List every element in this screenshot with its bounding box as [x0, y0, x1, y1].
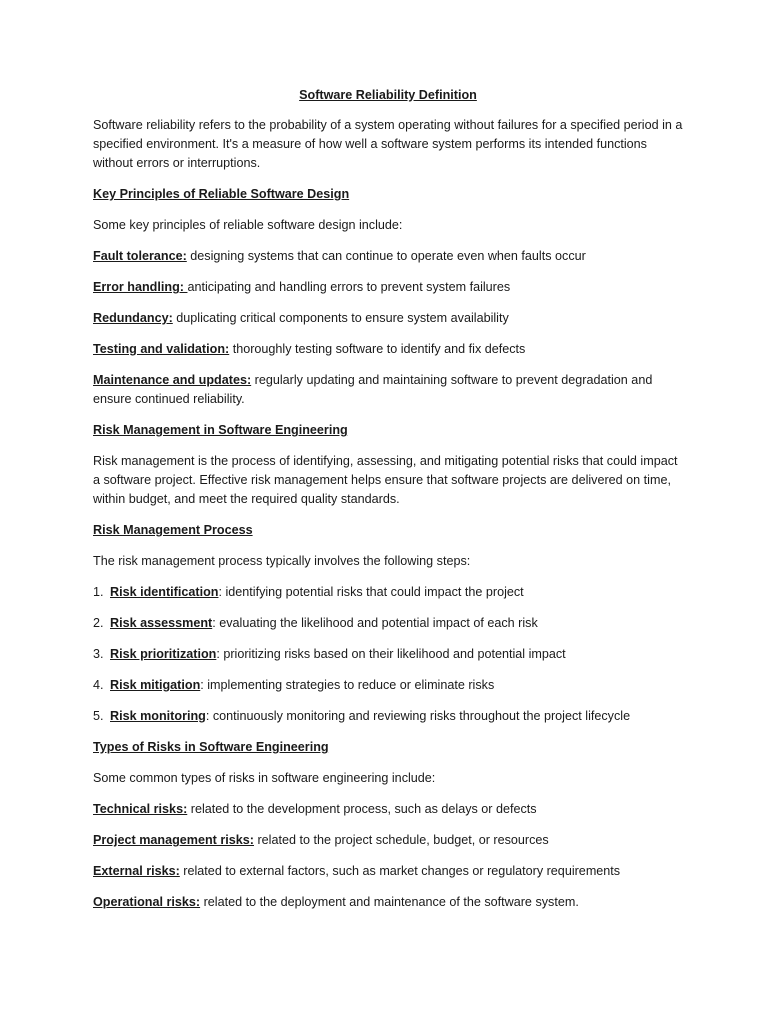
principle-desc: regularly updating and maintaining software to prevent degradation and ensure continued reliability. [93, 373, 653, 406]
step-term: Risk mitigation [110, 678, 201, 692]
principle-desc: anticipating and handling errors to prevent system failures [187, 280, 511, 294]
risk-type-item [93, 893, 683, 912]
principle-item [93, 340, 683, 359]
process-steps-list [93, 583, 683, 726]
principle-desc: designing systems that can continue to operate even when faults occur [186, 249, 586, 263]
principle-desc: duplicating critical components to ensure system availability [172, 311, 509, 325]
list-item [93, 614, 683, 633]
step-desc: : continuously monitoring and reviewing risks throughout the project lifecycle [205, 709, 631, 723]
risk-type-term: Project management risks: [93, 833, 254, 847]
risk-type-term: Operational risks: [93, 895, 201, 909]
principle-item [93, 247, 683, 266]
step-number: 3. [93, 647, 104, 661]
risk-type-desc: related to the project schedule, budget, or resources [253, 833, 549, 847]
principle-item [93, 309, 683, 328]
principle-item [93, 278, 683, 297]
step-number: 4. [93, 678, 104, 692]
step-term: Risk identification [110, 585, 219, 599]
document-page [93, 86, 683, 924]
step-desc: : prioritizing risks based on their likelihood and potential impact [216, 647, 566, 661]
principle-term: Fault tolerance: [93, 249, 187, 263]
document-title: Software Reliability Definition [299, 88, 477, 102]
list-item [93, 645, 683, 664]
principle-term: Maintenance and updates: [93, 373, 252, 387]
step-desc: : implementing strategies to reduce or eliminate risks [200, 678, 495, 692]
intro-paragraph: Software reliability refers to the probability of a system operating without failures for a specified period in a specified environment. It's a measure of how well a software system performs its intended functions without errors or interruptions. [93, 118, 683, 170]
principle-term: Testing and validation: [93, 342, 230, 356]
principle-term: Redundancy: [93, 311, 173, 325]
risk-type-desc: related to the deployment and maintenance of the software system. [200, 895, 579, 909]
step-desc: : identifying potential risks that could impact the project [218, 585, 524, 599]
risk-type-item [93, 831, 683, 850]
step-term: Risk prioritization [110, 647, 217, 661]
types-lead: Some common types of risks in software engineering include: [93, 771, 436, 785]
risk-type-term: Technical risks: [93, 802, 188, 816]
risk-type-desc: related to the development process, such as delays or defects [187, 802, 537, 816]
risk-management-paragraph: Risk management is the process of identifying, assessing, and mitigating potential risks that could impact a software project. Effective risk management helps ensure that software projects are delivered on time, within budget, and meet the required quality standards. [93, 454, 678, 506]
risk-type-desc: related to external factors, such as market changes or regulatory requirements [179, 864, 621, 878]
risk-type-item [93, 862, 683, 881]
step-number: 2. [93, 616, 104, 630]
section-heading-process: Risk Management Process [93, 523, 253, 537]
list-item [93, 707, 683, 726]
risk-type-term: External risks: [93, 864, 180, 878]
principle-item [93, 371, 683, 409]
list-item [93, 676, 683, 695]
principles-lead: Some key principles of reliable software design include: [93, 218, 403, 232]
step-number: 1. [93, 585, 104, 599]
principle-desc: thoroughly testing software to identify and fix defects [229, 342, 526, 356]
step-term: Risk monitoring [110, 709, 206, 723]
step-number: 5. [93, 709, 104, 723]
principle-term: Error handling: [93, 280, 188, 294]
step-term: Risk assessment [110, 616, 213, 630]
section-heading-principles: Key Principles of Reliable Software Design [93, 187, 350, 201]
risk-type-item [93, 800, 683, 819]
list-item [93, 583, 683, 602]
process-lead: The risk management process typically involves the following steps: [93, 554, 471, 568]
section-heading-types: Types of Risks in Software Engineering [93, 740, 329, 754]
section-heading-risk-management: Risk Management in Software Engineering [93, 423, 348, 437]
step-desc: : evaluating the likelihood and potential impact of each risk [212, 616, 538, 630]
